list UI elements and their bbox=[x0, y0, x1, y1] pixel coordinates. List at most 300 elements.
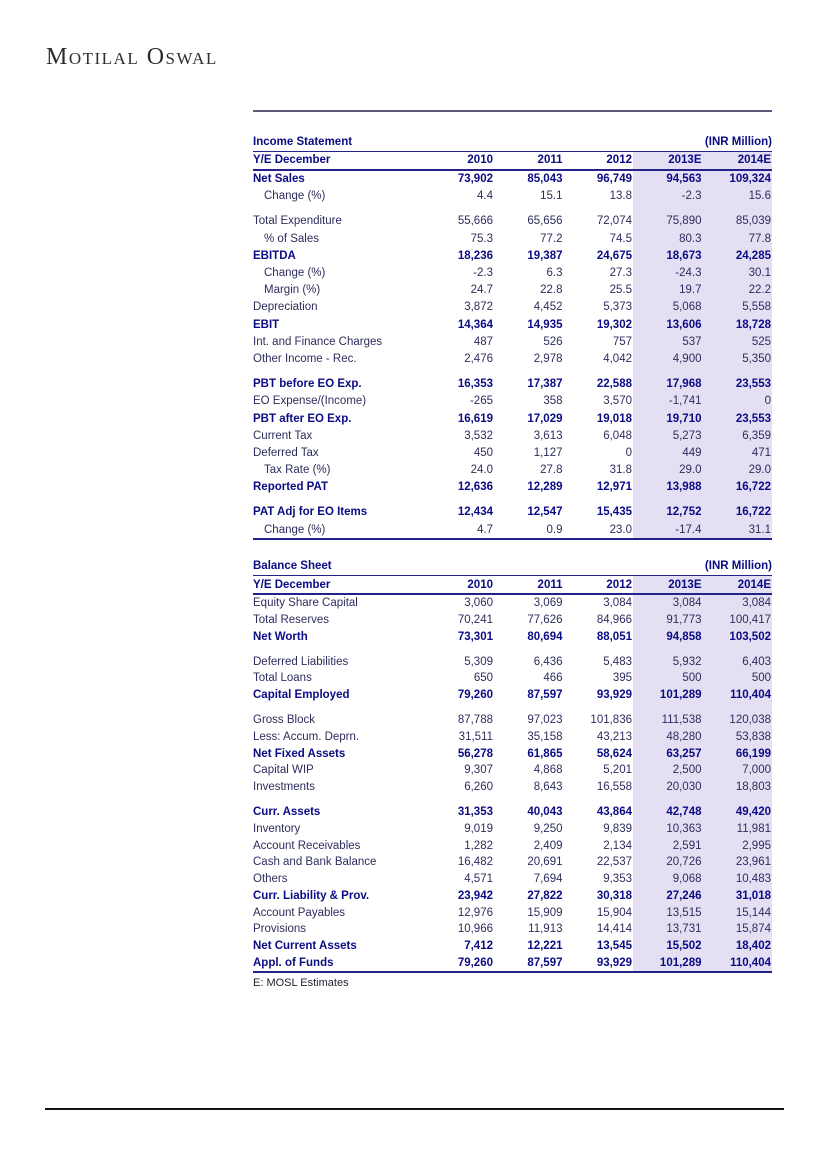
value-cell: 3,570 bbox=[603, 395, 632, 408]
value-cell: 0 bbox=[703, 393, 773, 410]
value-cell: 4,571 bbox=[464, 873, 493, 886]
value-cell: 110,404 bbox=[703, 687, 773, 704]
table-row bbox=[253, 921, 772, 938]
value-cell: 5,068 bbox=[633, 299, 703, 316]
column-header-year: 2010 bbox=[467, 578, 493, 591]
value-cell: 30.1 bbox=[703, 264, 773, 281]
value-cell: 66,199 bbox=[703, 745, 773, 762]
value-cell: 70,241 bbox=[457, 613, 493, 626]
value-cell: 27,246 bbox=[633, 888, 703, 905]
value-cell: 49,420 bbox=[703, 804, 773, 821]
table-row bbox=[253, 479, 772, 496]
value-cell: 4,868 bbox=[533, 764, 563, 777]
value-cell: 1,282 bbox=[464, 839, 493, 852]
value-cell: 4,042 bbox=[603, 352, 632, 365]
balance-sheet-table bbox=[253, 560, 772, 989]
value-cell: 101,289 bbox=[633, 687, 703, 704]
table-row bbox=[253, 804, 772, 821]
value-cell: 3,084 bbox=[633, 595, 703, 612]
table-row bbox=[253, 871, 772, 888]
value-cell: 20,691 bbox=[527, 856, 563, 869]
value-cell: 91,773 bbox=[633, 612, 703, 629]
row-label: Total Loans bbox=[253, 672, 312, 685]
value-cell: 24.7 bbox=[470, 284, 493, 297]
value-cell bbox=[494, 205, 564, 213]
row-label: Inventory bbox=[253, 822, 301, 835]
value-cell bbox=[494, 368, 564, 376]
section-unit: (INR Million) bbox=[704, 136, 772, 148]
value-cell: 16,722 bbox=[703, 479, 773, 496]
table-row bbox=[253, 213, 772, 230]
value-cell: 101,289 bbox=[633, 955, 703, 972]
value-cell: 7,000 bbox=[703, 762, 773, 779]
value-cell: 111,538 bbox=[633, 712, 703, 729]
value-cell: 48,280 bbox=[633, 728, 703, 745]
row-label: Gross Block bbox=[253, 713, 315, 726]
value-cell: 24.0 bbox=[470, 464, 493, 477]
value-cell: 500 bbox=[633, 670, 703, 687]
table-row bbox=[253, 350, 772, 367]
value-cell: 6,359 bbox=[703, 427, 773, 444]
value-cell: 5,309 bbox=[464, 655, 493, 668]
value-cell: 23.0 bbox=[609, 523, 632, 536]
table-row bbox=[253, 462, 772, 479]
value-cell: 466 bbox=[543, 672, 563, 685]
value-cell: 22,588 bbox=[596, 378, 632, 391]
value-cell: 2,476 bbox=[464, 352, 493, 365]
value-cell: 100,417 bbox=[703, 612, 773, 629]
value-cell: 93,929 bbox=[596, 689, 632, 702]
row-label: Deferred Liabilities bbox=[253, 655, 349, 668]
value-cell: 19,710 bbox=[633, 410, 703, 427]
report-body bbox=[253, 110, 772, 1009]
value-cell: 3,084 bbox=[703, 595, 773, 612]
section-title: Balance Sheet bbox=[253, 560, 332, 573]
value-cell: 10,483 bbox=[703, 871, 773, 888]
value-cell: 16,722 bbox=[703, 504, 773, 521]
value-cell: 56,278 bbox=[457, 747, 493, 760]
table-row bbox=[253, 653, 772, 670]
value-cell bbox=[703, 645, 773, 653]
value-cell: 14,935 bbox=[527, 318, 563, 331]
value-cell bbox=[633, 704, 703, 712]
value-cell: 0.9 bbox=[546, 523, 563, 536]
value-cell: 17,029 bbox=[527, 412, 563, 425]
column-header-year: 2014E bbox=[703, 152, 773, 169]
value-cell: -1,741 bbox=[633, 393, 703, 410]
spacer-row bbox=[253, 496, 772, 504]
value-cell: 18,728 bbox=[703, 316, 773, 333]
value-cell bbox=[425, 645, 495, 653]
value-cell: 12,547 bbox=[527, 506, 563, 519]
row-label: Investments bbox=[253, 781, 315, 794]
row-label: EBITDA bbox=[253, 249, 296, 262]
spacer-row bbox=[253, 205, 772, 213]
value-cell bbox=[703, 368, 773, 376]
table-row bbox=[253, 376, 772, 393]
value-cell bbox=[494, 704, 564, 712]
value-cell: 9,068 bbox=[633, 871, 703, 888]
value-cell: 20,030 bbox=[633, 779, 703, 796]
value-cell: -24.3 bbox=[633, 264, 703, 281]
value-cell bbox=[494, 645, 564, 653]
value-cell: 63,257 bbox=[633, 745, 703, 762]
value-cell: 2,591 bbox=[633, 837, 703, 854]
value-cell: 65,656 bbox=[527, 215, 563, 228]
value-cell: 7,412 bbox=[464, 940, 493, 953]
column-header-label: Y/E December bbox=[253, 578, 331, 591]
row-label: Deferred Tax bbox=[253, 446, 319, 459]
value-cell: 35,158 bbox=[527, 730, 563, 743]
value-cell: 4.7 bbox=[477, 523, 493, 536]
value-cell: 16,353 bbox=[457, 378, 493, 391]
table-row bbox=[253, 316, 772, 333]
value-cell: 13,545 bbox=[596, 940, 632, 953]
value-cell: 3,084 bbox=[603, 597, 632, 610]
value-cell: 13,606 bbox=[633, 316, 703, 333]
value-cell: 110,404 bbox=[703, 955, 773, 972]
value-cell: 2,500 bbox=[633, 762, 703, 779]
value-cell: 93,929 bbox=[596, 957, 632, 970]
value-cell: 101,836 bbox=[590, 713, 632, 726]
value-cell: 6,260 bbox=[464, 781, 493, 794]
value-cell: 22.2 bbox=[703, 282, 773, 299]
value-cell: 43,213 bbox=[596, 730, 632, 743]
table-row bbox=[253, 612, 772, 629]
table-row bbox=[253, 444, 772, 461]
value-cell bbox=[703, 796, 773, 804]
motilal-oswal-logo: Motilal Oswal bbox=[46, 44, 218, 70]
table-row bbox=[253, 628, 772, 645]
top-divider bbox=[253, 110, 772, 112]
value-cell: 13,515 bbox=[633, 904, 703, 921]
row-label: Net Worth bbox=[253, 630, 308, 643]
value-cell: 5,350 bbox=[703, 350, 773, 367]
section-unit: (INR Million) bbox=[704, 560, 772, 573]
value-cell: 15,502 bbox=[633, 938, 703, 955]
value-cell: 12,636 bbox=[457, 481, 493, 494]
row-label: Provisions bbox=[253, 923, 307, 936]
value-cell bbox=[633, 645, 703, 653]
value-cell: 15,904 bbox=[596, 906, 632, 919]
value-cell: 16,482 bbox=[457, 856, 493, 869]
table-row bbox=[253, 670, 772, 687]
value-cell: 18,803 bbox=[703, 779, 773, 796]
column-header-year: 2014E bbox=[703, 576, 773, 593]
value-cell: 23,553 bbox=[703, 376, 773, 393]
table-row bbox=[253, 282, 772, 299]
row-label: Current Tax bbox=[253, 429, 313, 442]
value-cell: -2.3 bbox=[473, 267, 493, 280]
value-cell: 94,563 bbox=[633, 171, 703, 188]
value-cell: 13,731 bbox=[633, 921, 703, 938]
row-label: Equity Share Capital bbox=[253, 597, 358, 610]
row-label: Net Current Assets bbox=[253, 940, 357, 953]
row-label: Account Payables bbox=[253, 906, 346, 919]
value-cell: 109,324 bbox=[703, 171, 773, 188]
column-header-year: 2011 bbox=[537, 154, 563, 167]
value-cell bbox=[703, 704, 773, 712]
value-cell: 80.3 bbox=[633, 230, 703, 247]
value-cell: 487 bbox=[473, 335, 493, 348]
table-row bbox=[253, 854, 772, 871]
value-cell: 525 bbox=[703, 333, 773, 350]
value-cell: 3,069 bbox=[533, 597, 563, 610]
row-label: Total Expenditure bbox=[253, 215, 342, 228]
value-cell: 12,221 bbox=[527, 940, 563, 953]
value-cell: 18,236 bbox=[457, 249, 493, 262]
row-label: Other Income - Rec. bbox=[253, 352, 357, 365]
table-row bbox=[253, 264, 772, 281]
column-header-year: 2011 bbox=[537, 578, 563, 591]
value-cell bbox=[633, 496, 703, 504]
value-cell: 7,694 bbox=[533, 873, 563, 886]
value-cell: 25.5 bbox=[609, 284, 632, 297]
value-cell: 17,387 bbox=[527, 378, 563, 391]
value-cell: 4,452 bbox=[533, 301, 563, 314]
row-label: Margin (%) bbox=[264, 284, 321, 297]
row-label: Less: Accum. Deprn. bbox=[253, 730, 360, 743]
value-cell: 16,619 bbox=[457, 412, 493, 425]
value-cell: 5,373 bbox=[603, 301, 632, 314]
income-statement-table bbox=[253, 136, 772, 540]
table-row bbox=[253, 595, 772, 612]
table-row bbox=[253, 299, 772, 316]
value-cell: 5,273 bbox=[633, 427, 703, 444]
value-cell: 18,673 bbox=[633, 247, 703, 264]
value-cell: 42,748 bbox=[633, 804, 703, 821]
value-cell bbox=[564, 205, 634, 213]
value-cell: 17,968 bbox=[633, 376, 703, 393]
value-cell: 31,018 bbox=[703, 888, 773, 905]
value-cell: 15,874 bbox=[703, 921, 773, 938]
value-cell bbox=[425, 796, 495, 804]
row-label: Net Fixed Assets bbox=[253, 747, 346, 760]
value-cell: 13,988 bbox=[633, 479, 703, 496]
table-row bbox=[253, 820, 772, 837]
value-cell bbox=[564, 368, 634, 376]
bottom-divider bbox=[45, 1108, 784, 1110]
value-cell: 19,387 bbox=[527, 249, 563, 262]
value-cell: 75.3 bbox=[470, 232, 493, 245]
value-cell: 2,995 bbox=[703, 837, 773, 854]
value-cell: 19,302 bbox=[596, 318, 632, 331]
table-row bbox=[253, 247, 772, 264]
value-cell: 13.8 bbox=[609, 190, 632, 203]
value-cell: 31.1 bbox=[703, 521, 773, 538]
value-cell: 19,018 bbox=[596, 412, 632, 425]
value-cell: 79,260 bbox=[457, 689, 493, 702]
row-label: Depreciation bbox=[253, 301, 318, 314]
row-label: PBT before EO Exp. bbox=[253, 378, 362, 391]
value-cell bbox=[425, 704, 495, 712]
value-cell: 84,966 bbox=[596, 613, 632, 626]
row-label: EO Expense/(Income) bbox=[253, 395, 367, 408]
value-cell: 9,353 bbox=[603, 873, 632, 886]
value-cell: 2,134 bbox=[603, 839, 632, 852]
value-cell: 40,043 bbox=[527, 805, 563, 818]
value-cell: 75,890 bbox=[633, 213, 703, 230]
value-cell bbox=[564, 704, 634, 712]
table-row bbox=[253, 188, 772, 205]
value-cell: 85,039 bbox=[703, 213, 773, 230]
value-cell: 15.1 bbox=[540, 190, 563, 203]
value-cell bbox=[425, 368, 495, 376]
value-cell: 77.2 bbox=[540, 232, 563, 245]
value-cell bbox=[494, 496, 564, 504]
value-cell: 55,666 bbox=[457, 215, 493, 228]
row-label: Cash and Bank Balance bbox=[253, 856, 377, 869]
table-row bbox=[253, 393, 772, 410]
value-cell: 19.7 bbox=[633, 282, 703, 299]
value-cell: 12,289 bbox=[527, 481, 563, 494]
table-row bbox=[253, 938, 772, 955]
value-cell: 31,353 bbox=[457, 805, 493, 818]
value-cell: 8,643 bbox=[533, 781, 563, 794]
value-cell bbox=[703, 205, 773, 213]
value-cell: 31,511 bbox=[458, 730, 493, 743]
value-cell: -265 bbox=[469, 395, 493, 408]
value-cell: 358 bbox=[543, 395, 563, 408]
table-row bbox=[253, 333, 772, 350]
value-cell: 88,051 bbox=[596, 630, 632, 643]
balance-sheet-title-row bbox=[253, 560, 772, 576]
value-cell: 16,558 bbox=[596, 781, 632, 794]
value-cell bbox=[703, 496, 773, 504]
row-label: % of Sales bbox=[264, 232, 319, 245]
value-cell: 80,694 bbox=[527, 630, 563, 643]
row-label: EBIT bbox=[253, 318, 280, 331]
value-cell: 15,435 bbox=[596, 506, 632, 519]
value-cell bbox=[633, 205, 703, 213]
value-cell: 12,976 bbox=[457, 906, 493, 919]
row-label: Capital Employed bbox=[253, 689, 350, 702]
income-statement-header-row bbox=[253, 152, 772, 171]
column-header-year: 2010 bbox=[467, 154, 493, 167]
value-cell: 74.5 bbox=[609, 232, 632, 245]
table-row bbox=[253, 728, 772, 745]
column-header-year: 2013E bbox=[633, 152, 703, 169]
value-cell: 29.0 bbox=[703, 462, 773, 479]
value-cell: 5,201 bbox=[603, 764, 632, 777]
income-statement-rows bbox=[253, 171, 772, 541]
value-cell: 53,838 bbox=[703, 728, 773, 745]
value-cell: 14,414 bbox=[596, 923, 632, 936]
value-cell: 450 bbox=[473, 446, 493, 459]
row-label: PAT Adj for EO Items bbox=[253, 506, 368, 519]
value-cell: 43,864 bbox=[596, 805, 632, 818]
value-cell: 27.3 bbox=[609, 267, 632, 280]
value-cell: 10,966 bbox=[457, 923, 493, 936]
value-cell: 471 bbox=[703, 444, 773, 461]
value-cell: 77.8 bbox=[703, 230, 773, 247]
value-cell: 20,726 bbox=[633, 854, 703, 871]
balance-sheet-rows bbox=[253, 595, 772, 974]
value-cell: 97,023 bbox=[527, 713, 563, 726]
value-cell: 11,913 bbox=[528, 923, 563, 936]
value-cell: 30,318 bbox=[596, 889, 632, 902]
row-label: Net Sales bbox=[253, 173, 305, 186]
value-cell: 27,822 bbox=[527, 889, 563, 902]
value-cell: 9,250 bbox=[533, 822, 563, 835]
value-cell: -17.4 bbox=[633, 521, 703, 538]
value-cell: 11,981 bbox=[703, 820, 773, 837]
value-cell: 29.0 bbox=[633, 462, 703, 479]
value-cell: 6.3 bbox=[546, 267, 563, 280]
table-row bbox=[253, 171, 772, 188]
income-statement-title-row bbox=[253, 136, 772, 152]
value-cell: 15.6 bbox=[703, 188, 773, 205]
table-row bbox=[253, 888, 772, 905]
table-row bbox=[253, 904, 772, 921]
value-cell: 24,285 bbox=[703, 247, 773, 264]
value-cell: 31.8 bbox=[609, 464, 632, 477]
row-label: Curr. Assets bbox=[253, 805, 321, 818]
value-cell: 6,048 bbox=[603, 429, 632, 442]
row-label: Capital WIP bbox=[253, 764, 314, 777]
value-cell: 96,749 bbox=[596, 173, 632, 186]
table-row bbox=[253, 687, 772, 704]
table-row bbox=[253, 955, 772, 972]
value-cell: 526 bbox=[543, 335, 563, 348]
value-cell: 3,613 bbox=[533, 429, 563, 442]
value-cell: 395 bbox=[612, 672, 632, 685]
value-cell: 85,043 bbox=[527, 173, 563, 186]
value-cell: 3,532 bbox=[464, 429, 493, 442]
value-cell bbox=[564, 796, 634, 804]
row-label: Account Receivables bbox=[253, 839, 361, 852]
value-cell: 10,363 bbox=[633, 820, 703, 837]
table-row bbox=[253, 427, 772, 444]
spacer-row bbox=[253, 368, 772, 376]
value-cell: 6,403 bbox=[703, 653, 773, 670]
value-cell: 77,626 bbox=[527, 613, 563, 626]
value-cell: 18,402 bbox=[703, 938, 773, 955]
value-cell bbox=[494, 796, 564, 804]
row-label: Reported PAT bbox=[253, 481, 328, 494]
spacer-row bbox=[253, 704, 772, 712]
value-cell: 14,364 bbox=[457, 318, 493, 331]
value-cell: 15,144 bbox=[703, 904, 773, 921]
row-label: Change (%) bbox=[264, 190, 326, 203]
value-cell: 449 bbox=[633, 444, 703, 461]
value-cell: 73,902 bbox=[457, 173, 493, 186]
row-label: Total Reserves bbox=[253, 613, 330, 626]
row-label: Others bbox=[253, 873, 288, 886]
value-cell: 12,971 bbox=[596, 481, 632, 494]
column-header-year: 2013E bbox=[633, 576, 703, 593]
value-cell: 58,624 bbox=[596, 747, 632, 760]
row-label: Int. and Finance Charges bbox=[253, 335, 383, 348]
spacer-row bbox=[253, 796, 772, 804]
value-cell: 757 bbox=[612, 335, 632, 348]
row-label: PBT after EO Exp. bbox=[253, 412, 352, 425]
value-cell: 23,942 bbox=[457, 889, 493, 902]
value-cell: 27.8 bbox=[540, 464, 563, 477]
value-cell: 500 bbox=[703, 670, 773, 687]
value-cell: 12,434 bbox=[457, 506, 493, 519]
value-cell bbox=[425, 205, 495, 213]
table-row bbox=[253, 712, 772, 729]
value-cell: 9,839 bbox=[603, 822, 632, 835]
value-cell: 61,865 bbox=[527, 747, 563, 760]
table-row bbox=[253, 779, 772, 796]
table-row bbox=[253, 745, 772, 762]
value-cell: 23,553 bbox=[703, 410, 773, 427]
value-cell: 22,537 bbox=[596, 856, 632, 869]
value-cell: 79,260 bbox=[457, 957, 493, 970]
value-cell: 9,307 bbox=[464, 764, 493, 777]
